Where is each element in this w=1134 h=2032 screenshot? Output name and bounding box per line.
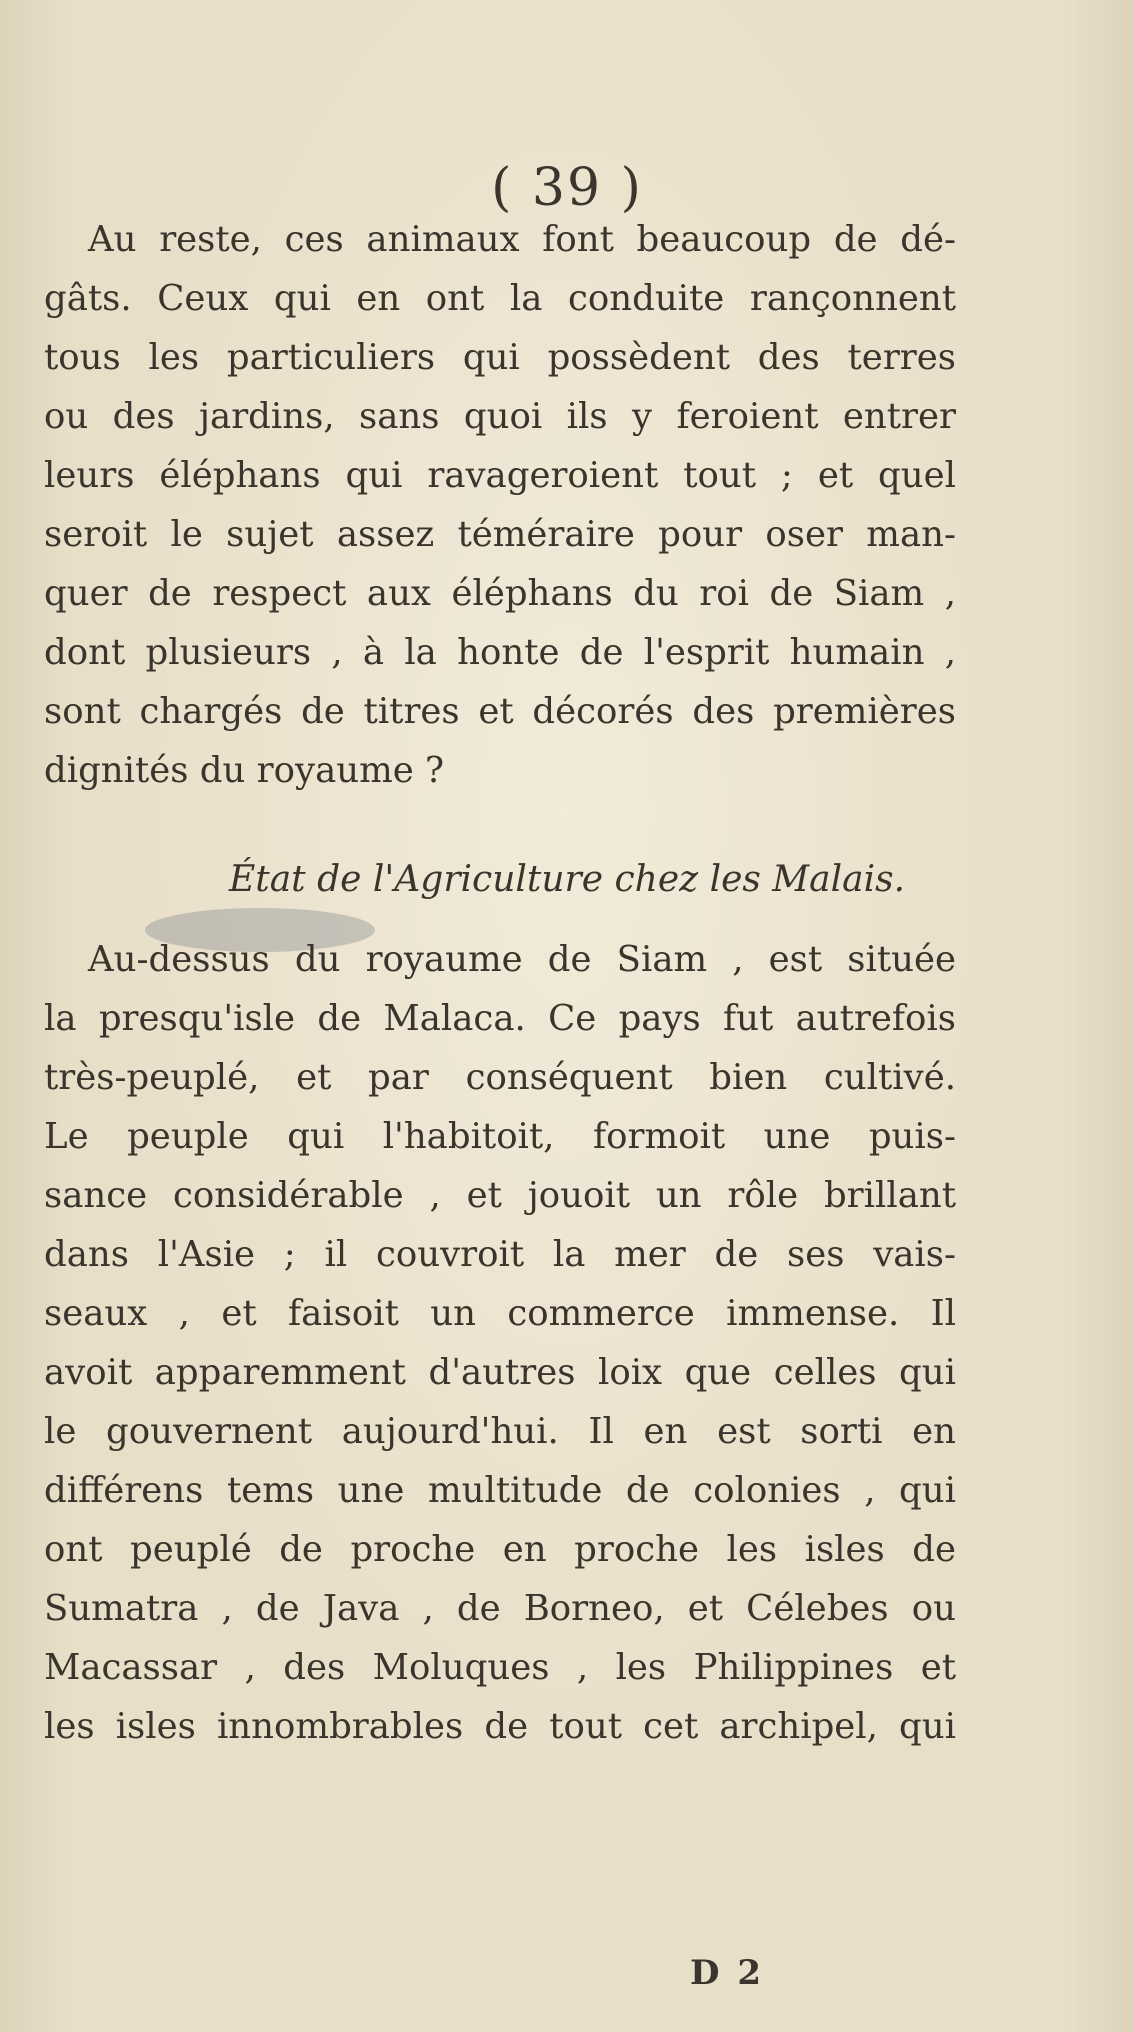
text-line: sance considérable , et jouoit un rôle brillant [44,1175,956,1216]
text-line: gâts. Ceux qui en ont la conduite rançonnent [44,278,956,319]
text-line: seroit le sujet assez téméraire pour oser man- [44,514,956,555]
text-line: dignités du royaume ? [44,750,445,791]
text-line: le gouvernent aujourd'hui. Il en est sorti en [44,1411,956,1452]
page-number: ( 39 ) [491,158,643,218]
text-line: dans l'Asie ; il couvroit la mer de ses vais- [44,1234,956,1275]
text-line: différens tems une multitude de colonies , qui [44,1470,956,1511]
paragraph-1 [44,210,956,800]
text-line: sont chargés de titres et décorés des premières [44,691,956,732]
text-line: très-peuplé, et par conséquent bien cultivé. [44,1057,956,1098]
signature-mark: D 2 [690,1953,764,1993]
section-heading: État de l'Agriculture chez les Malais. [228,859,906,900]
text-line: tous les particuliers qui possèdent des terres [44,337,956,378]
text-line: quer de respect aux éléphans du roi de Siam , [44,573,956,614]
text-line: avoit apparemment d'autres loix que celles qui [44,1352,956,1393]
text-line: les isles innombrables de tout cet archipel, qui [44,1706,956,1747]
text-line: Sumatra , de Java , de Borneo, et Célebes ou [44,1588,956,1629]
text-line: dont plusieurs , à la honte de l'esprit humain , [44,632,956,673]
text-line: Le peuple qui l'habitoit, formoit une puis- [44,1116,956,1157]
paragraph-2 [44,930,956,1756]
text-line: seaux , et faisoit un commerce immense. Il [44,1293,956,1334]
text-line: Au-dessus du royaume de Siam , est située [88,939,956,980]
text-line: Au reste, ces animaux font beaucoup de dé- [88,219,956,260]
text-line: la presqu'isle de Malaca. Ce pays fut autrefois [44,998,956,1039]
text-line: ou des jardins, sans quoi ils y feroient entrer [44,396,956,437]
text-line: leurs éléphans qui ravageroient tout ; et quel [44,455,956,496]
text-line: Macassar , des Moluques , les Philippines et [44,1647,956,1688]
text-line: ont peuplé de proche en proche les isles de [44,1529,956,1570]
